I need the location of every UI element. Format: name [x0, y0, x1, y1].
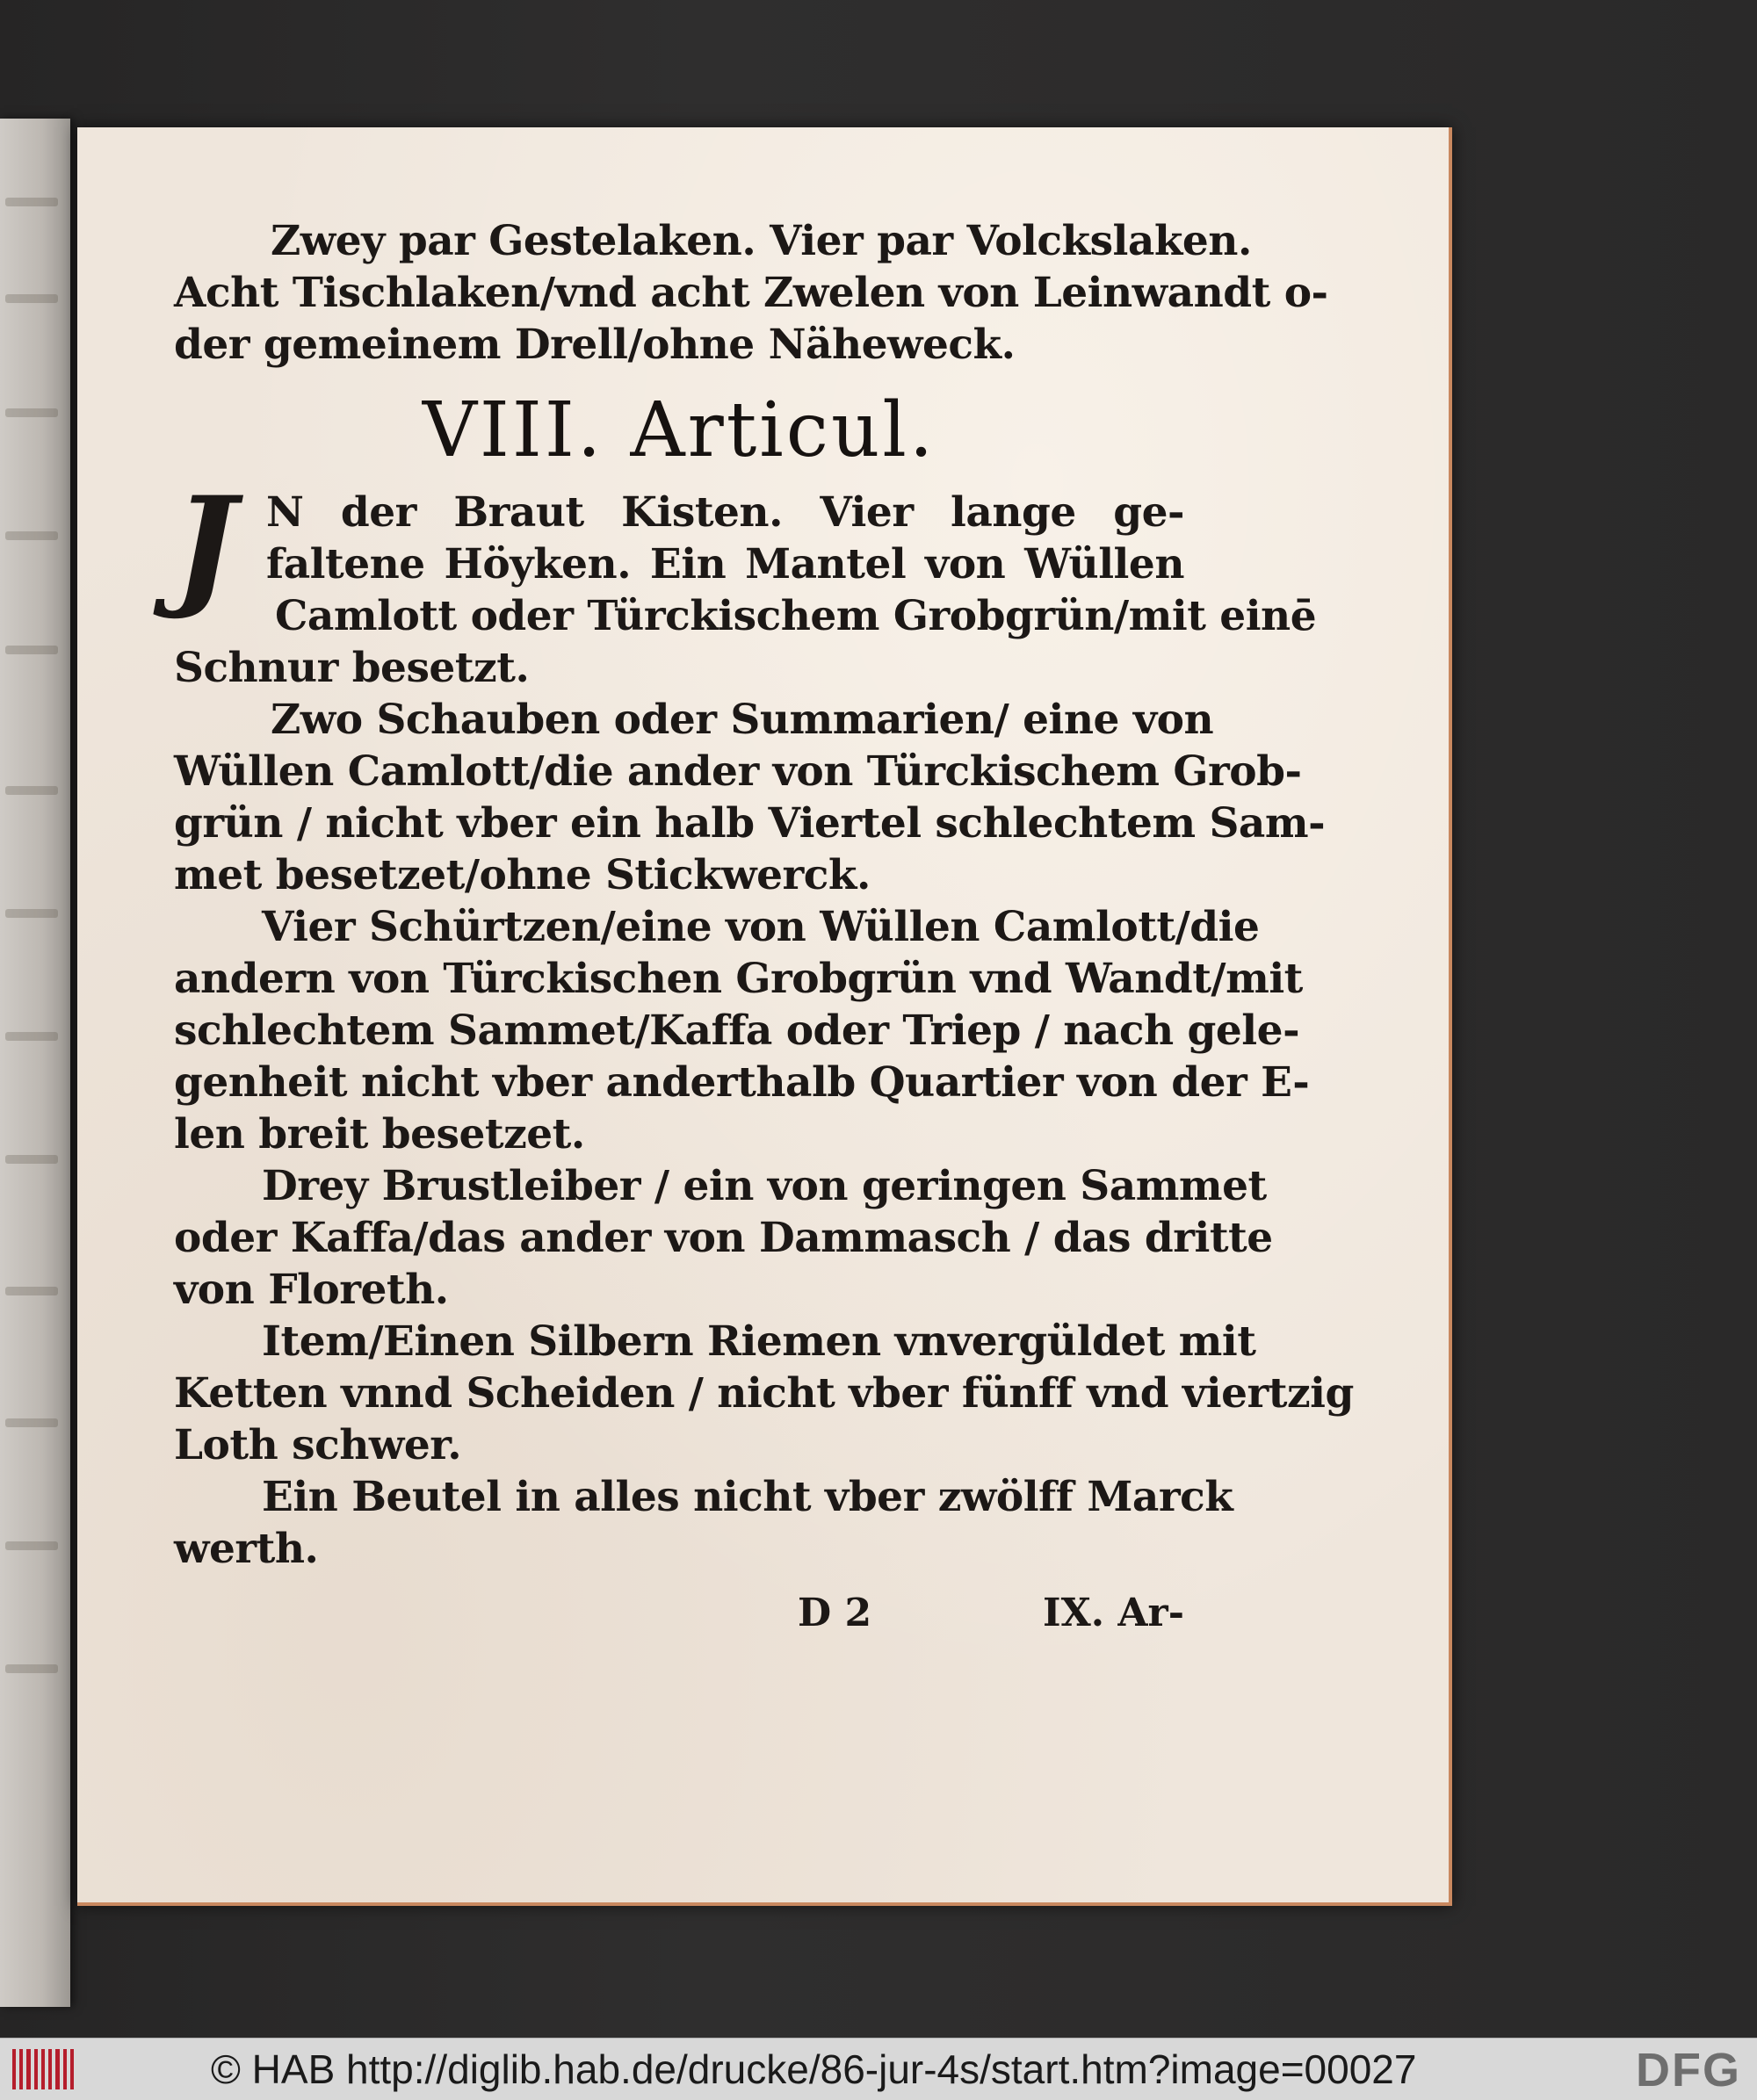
text-line: Zwey par Gestelaken. Vier par Volckslaken.	[271, 217, 1252, 265]
text-line: Camlott oder Türckischem Grobgrün/mit einē	[275, 592, 1317, 640]
text-line: Item/Einen Silbern Riemen vnvergüldet mit	[262, 1317, 1256, 1366]
text-line: len breit besetzet.	[174, 1110, 585, 1158]
text-line: Ketten vnnd Scheiden / nicht vber fünff vnd viertzig	[174, 1369, 1354, 1418]
text-line: met besetzet/ohne Stickwerck.	[174, 851, 871, 899]
text-line: faltene Höyken. Ein Mantel von Wüllen	[266, 540, 1184, 588]
barcode-icon	[12, 2049, 74, 2089]
text-line: oder Kaffa/das ander von Dammasch / das dritte	[174, 1214, 1273, 1262]
drop-cap: J	[174, 468, 236, 623]
page-text	[174, 215, 1354, 1640]
text-line: Drey Brustleiber / ein von geringen Sammet	[262, 1162, 1267, 1210]
article-heading: VIII. Articul.	[422, 386, 936, 474]
viewer-footer-bar	[0, 2038, 1757, 2100]
catchword: IX. Ar-	[1043, 1591, 1184, 1635]
text-line: Ein Beutel in alles nicht vber zwölff Marck	[262, 1473, 1233, 1521]
text-line: Schnur besetzt.	[174, 644, 530, 692]
initial-paragraph	[174, 468, 1317, 694]
text-line: Zwo Schauben oder Summarien/ eine von	[271, 696, 1214, 744]
text-line: der gemeinem Drell/ohne Näheweck.	[174, 321, 1016, 369]
book-page	[77, 127, 1452, 1906]
text-line: Acht Tischlaken/vnd acht Zwelen von Leinwandt o-	[174, 269, 1328, 317]
text-line: andern von Türckischen Grobgrün vnd Wandt/mit	[174, 955, 1303, 1003]
signature-mark: D 2	[798, 1591, 872, 1635]
text-line: werth.	[174, 1525, 319, 1573]
copyright-link[interactable]: © HAB http://diglib.hab.de/drucke/86-jur-4s/start.htm?image=00027	[211, 2046, 1417, 2092]
previous-page-edge	[0, 119, 70, 2007]
page-footer-line	[174, 1587, 1184, 1640]
text-line: Vier Schürtzen/eine von Wüllen Camlott/die	[262, 903, 1260, 951]
dfg-logo: DFG	[1636, 2044, 1741, 2096]
text-line: genheit nicht vber anderthalb Quartier von der E-	[174, 1058, 1310, 1107]
text-line: N der Braut Kisten. Vier lange ge-	[266, 488, 1184, 537]
text-line: schlechtem Sammet/Kaffa oder Triep / nach gele-	[174, 1007, 1300, 1055]
text-line: von Floreth.	[174, 1266, 449, 1314]
text-line: grün / nicht vber ein halb Viertel schlechtem Sam-	[174, 799, 1326, 848]
text-line: Loth schwer.	[174, 1421, 462, 1469]
text-line: Wüllen Camlott/die ander von Türckischem Grob-	[174, 747, 1302, 796]
